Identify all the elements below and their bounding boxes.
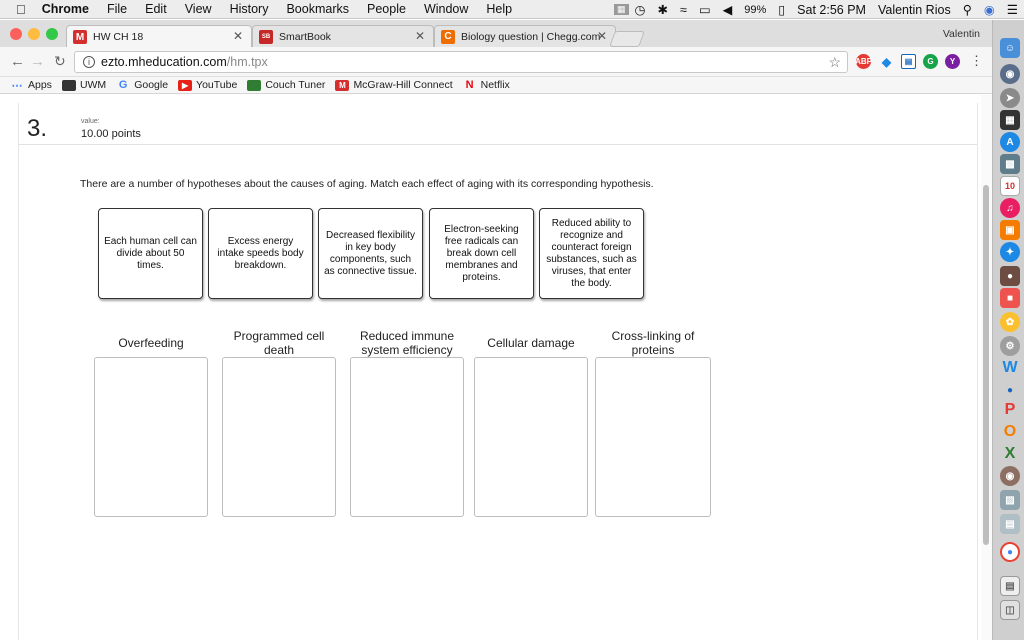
target-label-reduced-immune-efficiency: Reduced immune system efficiency (359, 329, 455, 357)
excel-icon[interactable]: X (1004, 445, 1016, 462)
menu-help[interactable]: Help (476, 2, 503, 16)
zoom-window-button[interactable] (46, 28, 58, 40)
draggable-card-2[interactable]: Excess energy intake speeds body breakdown. (208, 208, 313, 299)
mac-menu-bar (0, 0, 1024, 19)
tab-chegg[interactable] (434, 25, 616, 47)
menu-view[interactable]: View (174, 2, 202, 16)
extension-status-icon[interactable]: ▦ (614, 4, 629, 15)
grammarly-icon[interactable]: G (923, 54, 938, 69)
user-name[interactable]: Valentin Rios (877, 2, 951, 17)
status-area (614, 0, 1024, 19)
clock[interactable]: Sat 2:56 PM (797, 2, 866, 17)
close-tab-icon[interactable]: ✕ (596, 29, 607, 43)
tab-smartbook[interactable] (252, 25, 434, 47)
bookmark-label: Netflix (480, 79, 510, 91)
google-icon: G (118, 79, 128, 91)
apple-menu-icon[interactable] (0, 2, 34, 17)
question-points: 10.00 points (81, 128, 141, 140)
menu-bookmarks[interactable]: Bookmarks (276, 2, 340, 16)
uwm-icon (62, 80, 76, 91)
preview-icon[interactable]: ▩ (1000, 154, 1020, 174)
target-label-programmed-cell-death: Programmed cell death (233, 329, 325, 357)
people-app-icon[interactable]: ● (1006, 384, 1014, 396)
minimize-window-button[interactable] (28, 28, 40, 40)
menu-edit[interactable]: Edit (135, 2, 157, 16)
question-card (18, 103, 978, 640)
close-tab-icon[interactable]: ✕ (414, 29, 425, 43)
url-path: /hm.tpx (226, 55, 268, 69)
tab-title: SmartBook (279, 30, 331, 43)
photo-booth-icon[interactable]: ● (1000, 266, 1020, 286)
profile-name[interactable]: Valentin (942, 28, 980, 40)
bookmark-couch-tuner[interactable] (247, 79, 325, 91)
notification-center-icon[interactable]: ☰ (1006, 3, 1018, 17)
drop-zone-cellular-damage[interactable] (474, 357, 588, 517)
powerpoint-icon[interactable]: P (1004, 401, 1016, 418)
mission-control-icon[interactable]: ▦ (1000, 110, 1020, 130)
bookmark-google[interactable] (116, 79, 168, 91)
bookmark-label: UWM (79, 79, 107, 91)
page-content (0, 95, 992, 640)
draggable-card-5[interactable]: Reduced ability to recognize and counteract foreign substances, such as viruses, that enter the body. (539, 208, 644, 299)
tab-strip (0, 20, 992, 47)
game-icon[interactable]: ■ (1000, 288, 1020, 308)
question-number: 3. (27, 115, 48, 142)
launchpad-icon[interactable]: ➤ (1000, 88, 1020, 108)
itunes-icon[interactable]: ♫ (1000, 198, 1020, 218)
divider (19, 144, 977, 145)
menu-file[interactable]: File (97, 2, 118, 16)
documents-folder-icon[interactable]: ▤ (1000, 576, 1020, 596)
smartbook-favicon-icon: SB (259, 30, 273, 44)
battery-icon[interactable]: ▯ (778, 3, 786, 17)
tab-hw-ch-18[interactable] (66, 25, 252, 48)
adblock-plus-icon[interactable]: ABP (856, 54, 871, 69)
draggable-card-3[interactable]: Decreased flexibility in key body components, such as connective tissue. (318, 208, 423, 299)
draggable-card-4[interactable]: Electron-seeking free radicals can break down cell membranes and proteins. (429, 208, 534, 299)
chegg-favicon-icon: C (441, 30, 455, 44)
bookmark-mcgraw-hill[interactable] (335, 79, 452, 91)
address-bar[interactable] (74, 51, 848, 73)
close-window-button[interactable] (10, 28, 22, 40)
tab-title: Biology question | Chegg.com (461, 30, 601, 43)
bookmark-label: YouTube (196, 79, 238, 91)
apps-grid-icon: ⋯ (11, 79, 23, 92)
mcgraw-hill-icon: M (335, 80, 349, 91)
volume-icon[interactable]: ◀ (722, 3, 733, 17)
target-label-cross-linking: Cross-linking of proteins (611, 329, 695, 357)
onenote-icon[interactable]: O (1003, 423, 1017, 440)
bookmark-uwm[interactable] (62, 79, 106, 91)
app-store-icon[interactable]: A (1000, 132, 1020, 152)
extension-diamond-icon[interactable]: ◆ (881, 54, 892, 69)
bookmark-star-icon[interactable]: ☆ (828, 54, 841, 70)
drop-zone-cross-linking[interactable] (595, 357, 711, 517)
close-tab-icon[interactable]: ✕ (232, 29, 243, 43)
safari-icon[interactable]: ✦ (1000, 242, 1020, 262)
photos-icon[interactable]: ✿ (1000, 312, 1020, 332)
word-icon[interactable]: W (1002, 359, 1018, 376)
couch-tuner-icon (247, 80, 261, 91)
drop-zone-reduced-immune-efficiency[interactable] (350, 357, 464, 517)
site-info-icon[interactable]: i (83, 56, 95, 68)
battery-percent: 99% (744, 3, 767, 16)
wifi-icon[interactable]: ≈ (679, 2, 687, 17)
draggable-card-1[interactable]: Each human cell can divide about 50 times. (98, 208, 203, 299)
network-app-icon[interactable]: ◉ (1000, 466, 1020, 486)
extension-book-icon[interactable]: ▤ (901, 54, 916, 69)
question-prompt: There are a number of hypotheses about the causes of aging. Match each effect of aging with its corresponding hypothesis. (80, 178, 654, 190)
menu-people[interactable]: People (357, 2, 397, 16)
bookmark-label: Google (134, 79, 169, 91)
trash-icon[interactable]: ◫ (1000, 600, 1020, 620)
time-machine-icon[interactable]: ◷ (634, 3, 646, 17)
value-label: value: (81, 118, 100, 125)
scrollbar-thumb[interactable] (983, 185, 989, 545)
mac-dock (992, 20, 1024, 640)
siri-dock-icon[interactable]: ◉ (1000, 64, 1020, 84)
bookmark-youtube[interactable] (178, 79, 237, 91)
siri-icon[interactable]: ◉ (983, 3, 995, 17)
calendar-icon[interactable]: 10 (1000, 176, 1020, 196)
system-preferences-icon[interactable]: ⚙ (1000, 336, 1020, 356)
netflix-icon: N (465, 79, 474, 91)
document-viewer-icon[interactable]: ▤ (1000, 514, 1020, 534)
bookmark-label: McGraw-Hill Connect (353, 79, 453, 91)
reload-icon[interactable]: ↻ (54, 53, 66, 69)
new-tab-button[interactable] (609, 31, 645, 47)
tab-title: HW CH 18 (93, 31, 144, 43)
target-label-overfeeding: Overfeeding (118, 336, 184, 350)
drop-zone-overfeeding[interactable] (94, 357, 208, 517)
bluetooth-icon[interactable]: ✱ (657, 3, 668, 17)
bookmarks-bar (0, 77, 992, 94)
youtube-icon: ▶ (178, 80, 192, 91)
mcgraw-hill-favicon-icon: M (73, 30, 87, 44)
back-arrow-icon[interactable]: ← (10, 53, 25, 70)
target-label-cellular-damage: Cellular damage (487, 336, 575, 350)
menu-window[interactable]: Window (414, 2, 459, 16)
ibooks-icon[interactable]: ▣ (1000, 220, 1020, 240)
bookmark-label: Couch Tuner (265, 79, 326, 91)
chrome-dock-icon[interactable]: ● (1000, 542, 1020, 562)
finder-icon[interactable]: ☺ (1000, 38, 1020, 58)
browser-toolbar (0, 47, 992, 77)
app-menu-chrome[interactable]: Chrome (32, 2, 80, 16)
forward-arrow-icon[interactable]: → (30, 53, 45, 70)
spotlight-search-icon[interactable]: ⚲ (962, 3, 972, 17)
bookmark-netflix[interactable] (463, 79, 510, 91)
preview-image-icon[interactable]: ▨ (1000, 490, 1020, 510)
drop-zone-programmed-cell-death[interactable] (222, 357, 336, 517)
bookmark-label: Apps (28, 79, 52, 91)
url-host: ezto.mheducation.com (101, 55, 227, 69)
chrome-menu-icon[interactable]: ⋮ (970, 53, 983, 68)
airplay-icon[interactable]: ▭ (698, 3, 711, 17)
menu-history[interactable]: History (219, 2, 259, 16)
extension-y-icon[interactable]: Y (945, 54, 960, 69)
bookmark-apps[interactable] (10, 79, 52, 91)
